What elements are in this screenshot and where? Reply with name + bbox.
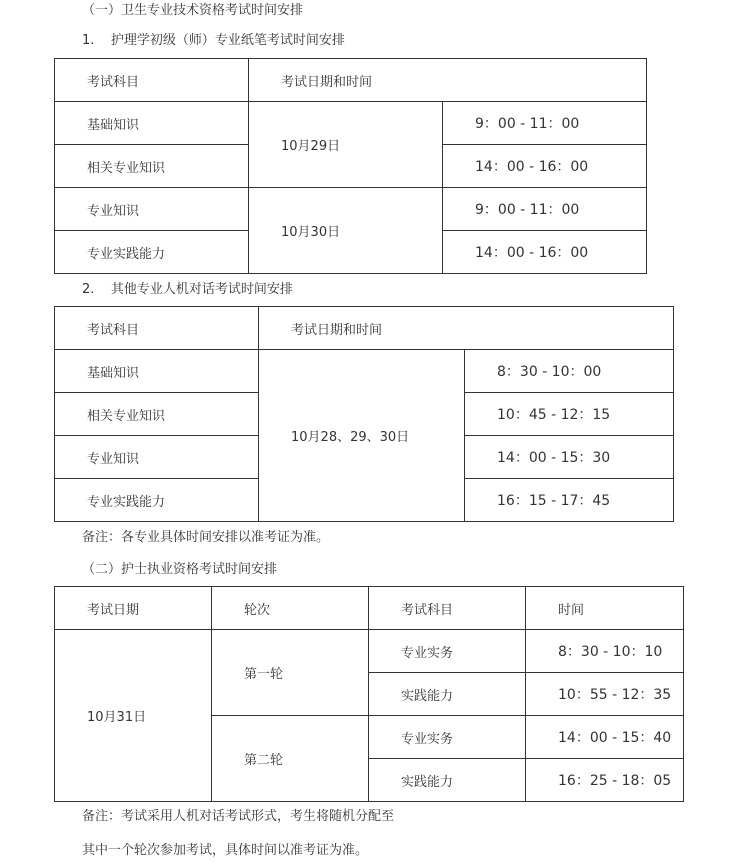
table-row: [55, 350, 674, 393]
subject-cell: 基础知识: [55, 350, 259, 393]
subject-cell: 实践能力: [369, 759, 526, 802]
time-cell: 10：55 - 12：35: [526, 673, 684, 716]
table-row: [55, 188, 647, 231]
subject-cell: 专业实务: [369, 630, 526, 673]
header-time: 时间: [526, 587, 684, 630]
header-datetime: 考试日期和时间: [249, 59, 647, 102]
header-date: 考试日期: [55, 587, 212, 630]
time-cell: 9：00 - 11：00: [443, 102, 647, 145]
subject-cell: 专业实践能力: [55, 231, 249, 274]
table-header-row: [55, 587, 684, 630]
paper-exam-table: [54, 58, 647, 274]
time-cell: 16：15 - 17：45: [465, 479, 674, 522]
round-cell: 第二轮: [212, 716, 369, 802]
time-cell: 16：25 - 18：05: [526, 759, 684, 802]
computer-exam-table: [54, 306, 674, 522]
time-cell: 14：00 - 15：40: [526, 716, 684, 759]
time-cell: 8：30 - 10：00: [465, 350, 674, 393]
header-datetime: 考试日期和时间: [259, 307, 674, 350]
section1-heading: （一）卫生专业技术资格考试时间安排: [82, 3, 304, 18]
header-subject: 考试科目: [55, 307, 259, 350]
section1-note: 备注：各专业具体时间安排以准考证为准。: [82, 530, 330, 545]
table-row: [55, 102, 647, 145]
subject-cell: 相关专业知识: [55, 145, 249, 188]
date-cell: 10月28、29、30日: [259, 350, 465, 522]
header-round: 轮次: [212, 587, 369, 630]
table-header-row: [55, 307, 674, 350]
header-subject: 考试科目: [369, 587, 526, 630]
subject-cell: 专业知识: [55, 188, 249, 231]
date-cell: 10月29日: [249, 102, 443, 188]
nurse-exam-table: [54, 586, 684, 802]
time-cell: 14：00 - 16：00: [443, 231, 647, 274]
table-header-row: [55, 59, 647, 102]
date-cell: 10月31日: [55, 630, 212, 802]
subject-cell: 实践能力: [369, 673, 526, 716]
subject-cell: 专业知识: [55, 436, 259, 479]
date-cell: 10月30日: [249, 188, 443, 274]
section2-heading: （二）护士执业资格考试时间安排: [82, 562, 278, 577]
round-cell: 第一轮: [212, 630, 369, 716]
time-cell: 14：00 - 15：30: [465, 436, 674, 479]
subject-cell: 专业实践能力: [55, 479, 259, 522]
header-subject: 考试科目: [55, 59, 249, 102]
sub1-title: 1. 护理学初级（师）专业纸笔考试时间安排: [82, 33, 345, 48]
section2-note-line2: 其中一个轮次参加考试，具体时间以准考证为准。: [82, 843, 369, 858]
subject-cell: 相关专业知识: [55, 393, 259, 436]
subject-cell: 基础知识: [55, 102, 249, 145]
section2-note-line1: 备注：考试采用人机对话考试形式，考生将随机分配至: [82, 809, 395, 824]
subject-cell: 专业实务: [369, 716, 526, 759]
time-cell: 9：00 - 11：00: [443, 188, 647, 231]
time-cell: 10：45 - 12：15: [465, 393, 674, 436]
time-cell: 14：00 - 16：00: [443, 145, 647, 188]
time-cell: 8：30 - 10：10: [526, 630, 684, 673]
table-row: [55, 630, 684, 673]
sub2-title: 2. 其他专业人机对话考试时间安排: [82, 282, 293, 297]
